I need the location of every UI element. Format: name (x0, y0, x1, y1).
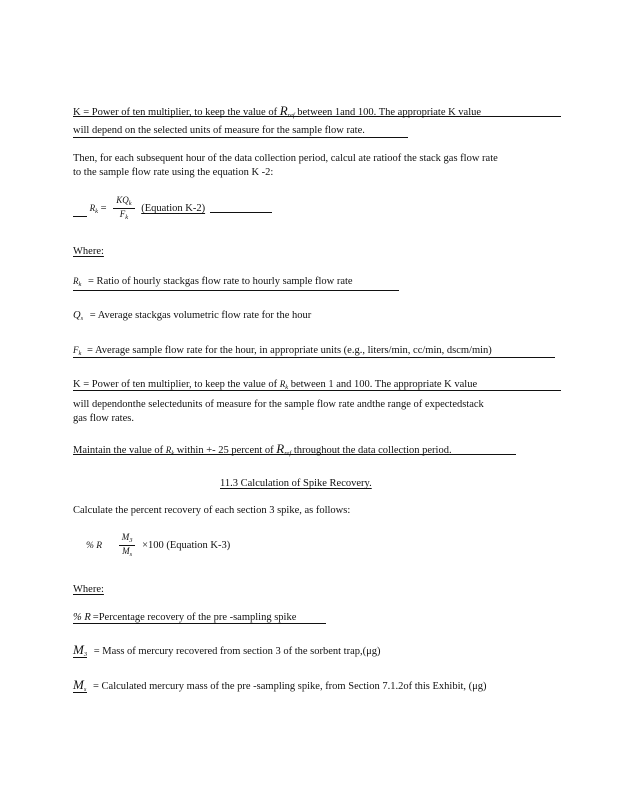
section-heading: 11.3 Calculation of Spike Recovery. (220, 478, 372, 489)
equation-leader-rule (73, 216, 87, 217)
equation-lhs: R (89, 203, 96, 214)
equation-k2-label: (Equation K-2) (141, 203, 206, 215)
rk-symbol: R (279, 379, 286, 389)
underline-rule (73, 657, 87, 658)
maintain-text-end: throughout the data collection period. (291, 445, 452, 456)
equals-sign: = (100, 203, 107, 215)
percent-r-definition: =Percentage recovery of the pre -sampling spike (92, 612, 297, 623)
def-rk (73, 275, 353, 289)
equation-k2-fraction (113, 195, 134, 222)
spike-recovery-intro: Calculate the percent recovery of each section 3 spike, as follows: (73, 505, 351, 516)
numerator-subscript: k (128, 200, 132, 207)
rk-subscript: k (285, 384, 289, 391)
underline-rule (73, 357, 555, 358)
ms-definition: = Calculated mercury mass of the pre -sampling spike, from Section 7.1.2of this Exhibit, (μg) (93, 681, 487, 692)
where-heading-1: Where: (73, 246, 104, 257)
k-definition-line-1 (73, 103, 481, 120)
denominator-subscript: s (129, 551, 133, 559)
underline-rule (73, 137, 408, 138)
m3-subscript: 3 (83, 651, 88, 658)
maintain-text-mid: within +- 25 percent of (174, 445, 277, 456)
fk-subscript: k (78, 350, 82, 357)
k-definition-text-cont: between 1and 100. The appropriate K value (294, 107, 482, 118)
k-range-line-2-text: will dependonthe selectedunits of measure for the sample flow rate andthe range of expectedstack (73, 399, 484, 410)
fraction-denominator: F (119, 209, 126, 220)
r-ref-symbol: R (276, 441, 285, 456)
def-fk (73, 344, 492, 358)
equation-lhs-subscript: k (95, 208, 99, 216)
underline-rule (73, 692, 87, 693)
def-ms (73, 677, 487, 694)
hourly-ratio-paragraph-line-2 (73, 166, 273, 179)
hourly-ratio-text-2: to the sample flow rate using the equation K -2: (73, 167, 274, 178)
r-ref-subscript: ref (287, 112, 295, 119)
k-range-line-3 (73, 412, 134, 425)
equation-k2 (73, 195, 205, 222)
equation-k3 (86, 532, 230, 559)
underline-rule (73, 454, 516, 455)
m3-symbol: M (73, 642, 84, 657)
rk-symbol: R (165, 445, 172, 455)
equation-k3-lhs: % R (86, 541, 103, 552)
hourly-ratio-paragraph-line-1 (73, 152, 498, 165)
underline-rule (73, 116, 561, 117)
k-range-text: K = Power of ten multiplier, to keep the value of (73, 379, 280, 390)
ms-symbol: M (73, 677, 84, 692)
denominator-subscript: k (125, 214, 129, 222)
fk-symbol: F (73, 345, 79, 355)
underline-rule (73, 623, 326, 624)
fraction-denominator: M (122, 546, 130, 557)
qs-definition: = Average stackgas volumetric flow rate for the hour (89, 310, 312, 321)
hourly-ratio-text-1: Then, for each subsequent hour of the data collection period, calcul ate ratioof the stack gas flow rate (73, 153, 498, 164)
equation-k3-fraction (119, 532, 136, 559)
numerator-subscript: 3 (129, 537, 133, 544)
fraction-numerator: M (121, 532, 130, 542)
fraction-numerator: KQ (116, 195, 129, 205)
maintain-text: Maintain the value of (73, 445, 166, 456)
k-definition-line-2 (73, 124, 365, 137)
qs-symbol: Q (73, 310, 81, 321)
equation-k3-label: ×100 (Equation K-3) (142, 540, 231, 552)
percent-r-symbol: % R (73, 612, 91, 623)
rk-definition: = Ratio of hourly stackgas flow rate to hourly sample flow rate (88, 276, 353, 287)
r-ref-symbol: R (279, 103, 288, 118)
underline-rule (73, 390, 561, 391)
k-definition-text: K = Power of ten multiplier, to keep the value of (73, 107, 280, 118)
fk-definition: = Average sample flow rate for the hour, in appropriate units (e.g., liters/min, cc/min, dscm/min) (87, 345, 492, 356)
k-range-line-3-text: gas flow rates. (73, 413, 134, 424)
def-qs (73, 309, 311, 323)
maintain-line (73, 441, 452, 458)
ms-subscript: s (83, 686, 87, 693)
where-heading-2: Where: (73, 584, 104, 595)
rk-symbol: R (73, 276, 79, 286)
rk-subscript: k (171, 450, 175, 457)
m3-definition: = Mass of mercury recovered from section 3 of the sorbent trap,(μg) (93, 646, 381, 657)
underline-rule (73, 290, 399, 291)
rk-subscript: k (78, 281, 82, 288)
k-range-line-2 (73, 398, 484, 411)
qs-subscript: s (80, 315, 84, 322)
r-ref-subscript: ref (284, 450, 292, 457)
def-m3 (73, 642, 381, 659)
k-definition-line-2-text: will depend on the selected units of measure for the sample flow rate. (73, 125, 365, 136)
underline-rule (210, 212, 272, 213)
k-range-text-cont: between 1 and 100. The appropriate K value (288, 379, 478, 390)
